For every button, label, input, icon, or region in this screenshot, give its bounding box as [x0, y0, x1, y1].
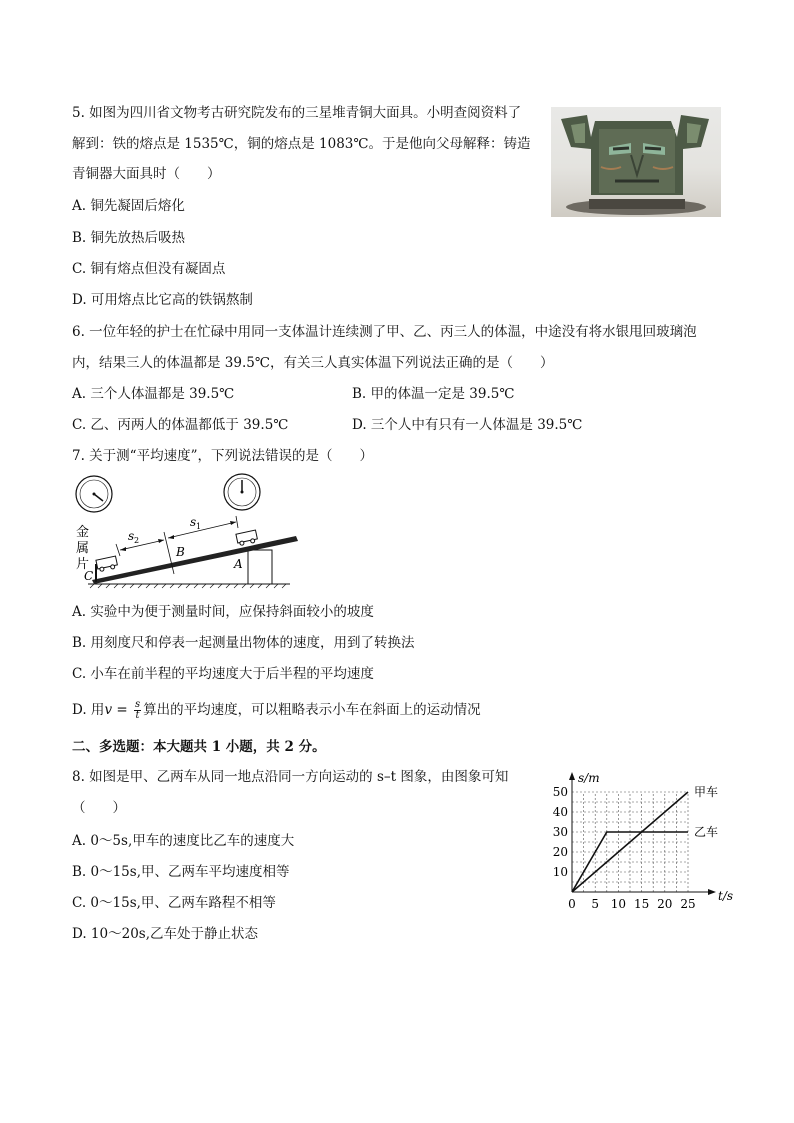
label-metal-2: 属 — [76, 541, 90, 556]
q5-option-c: C. 铜有熔点但没有凝固点 — [72, 261, 226, 277]
q7-option-d: D. 用v = $\frac{s}{t}$ 算出的平均速度，可以粗略表示小车在斜面上的运动情况 — [72, 699, 481, 721]
label-metal-1: 金 — [76, 525, 90, 540]
label-point-c: C — [84, 569, 94, 583]
y-tick-label: 20 — [552, 845, 568, 859]
stopwatch-right-icon — [224, 474, 260, 510]
x-tick-label: 10 — [610, 897, 627, 911]
q5-option-a: A. 铜先凝固后熔化 — [72, 198, 185, 214]
q6-stem-line2: 内，结果三人的体温都是 39.5℃，有关三人真实体温下列说法正确的是（ ） — [72, 355, 554, 371]
q7-option-a: A. 实验中为便于测量时间，应保持斜面较小的坡度 — [72, 604, 374, 620]
q6-stem-line1: 6. 一位年轻的护士在忙碌中用同一支体温计连续测了甲、乙、丙三人的体温，中途没有将水银甩回玻璃泡 — [72, 324, 697, 340]
label-metal-3: 片 — [76, 557, 90, 572]
q5-stem-line2: 解到：铁的熔点是 1535℃，铜的熔点是 1083℃。于是他向父母解释：铸造 — [72, 136, 531, 152]
x-tick-label: 0 — [568, 897, 576, 911]
q6-option-c: C. 乙、丙两人的体温都低于 39.5℃ — [72, 417, 289, 433]
stopwatch-left-icon — [76, 476, 112, 512]
q5-stem-line3: 青铜器大面具时（ ） — [72, 166, 221, 182]
y-axis-label: s/m — [578, 771, 600, 785]
x-axis-label: t/s — [718, 889, 734, 903]
q5-option-d: D. 可用熔点比它高的铁锅熬制 — [72, 292, 253, 308]
series-label-0: 甲车 — [694, 785, 719, 799]
y-tick-label: 40 — [552, 805, 568, 819]
q6-option-a: A. 三个人体温都是 39.5℃ — [72, 386, 235, 402]
q6-option-b: B. 甲的体温一定是 39.5℃ — [352, 386, 515, 402]
label-s1-sub: 1 — [196, 522, 202, 531]
y-tick-label: 10 — [552, 865, 568, 879]
label-point-b: B — [176, 545, 185, 559]
q8-stem-line1: 8. 如图是甲、乙两车从同一地点沿同一方向运动的 s–t 图象，由图象可知 — [72, 769, 509, 785]
series-label-1: 乙车 — [694, 825, 719, 839]
q7-stem: 7. 关于测“平均速度”，下列说法错误的是（ ） — [72, 448, 373, 464]
s-t-chart — [548, 766, 734, 920]
q7-option-c: C. 小车在前半程的平均速度大于后半程的平均速度 — [72, 666, 374, 682]
y-tick-label: 50 — [552, 785, 568, 799]
x-tick-label: 20 — [657, 897, 673, 911]
q5-stem-line1: 5. 如图为四川省文物考古研究院发布的三星堆青铜大面具。小明查阅资料了 — [72, 105, 522, 121]
x-axis-arrow — [708, 889, 716, 895]
q8-option-c: C. 0～15s,甲、乙两车路程不相等 — [72, 895, 276, 911]
q8-option-a: A. 0～5s,甲车的速度比乙车的速度大 — [72, 833, 295, 849]
bronze-mask-photo — [551, 107, 721, 217]
q7-option-b: B. 用刻度尺和停表一起测量出物体的速度，用到了转换法 — [72, 635, 415, 651]
section-2-heading: 二、多选题：本大题共 1 小题，共 2 分。 — [72, 739, 326, 755]
y-axis-arrow — [569, 772, 575, 780]
x-tick-label: 25 — [680, 897, 696, 911]
x-tick-label: 5 — [591, 897, 600, 911]
q8-stem-line2: （ ） — [72, 800, 126, 816]
label-s2-sub: 2 — [134, 536, 140, 545]
x-tick-label: 15 — [633, 897, 650, 911]
q8-option-d: D. 10～20s,乙车处于静止状态 — [72, 926, 259, 942]
formula-fraction: $\frac{s}{t}$ — [134, 699, 141, 721]
label-s1: s — [190, 515, 197, 529]
q5-option-b: B. 铜先放热后吸热 — [72, 230, 186, 246]
label-point-a: A — [234, 557, 243, 571]
y-tick-label: 30 — [552, 825, 568, 839]
q6-option-d: D. 三个人中有只有一人体温是 39.5℃ — [352, 417, 583, 433]
q8-option-b: B. 0～15s,甲、乙两车平均速度相等 — [72, 864, 290, 880]
label-s2: s — [128, 529, 135, 543]
incline-experiment-figure — [70, 472, 310, 596]
